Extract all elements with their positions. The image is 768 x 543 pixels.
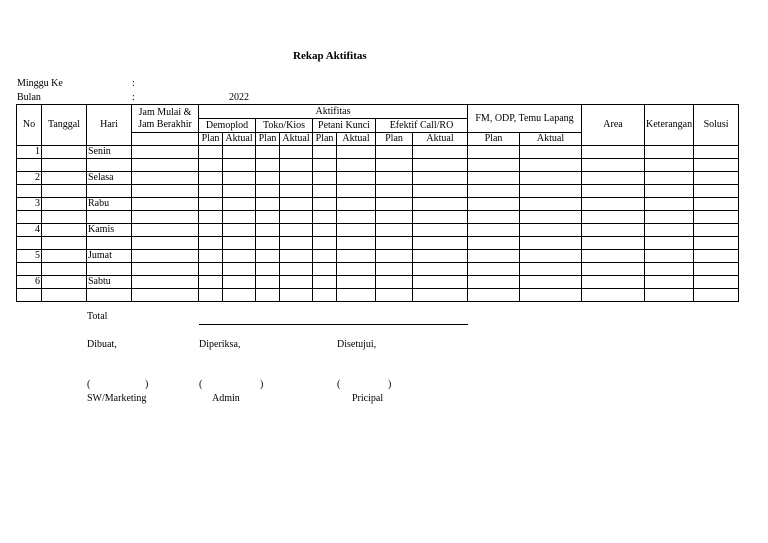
table-cell [520, 172, 582, 185]
table-cell [376, 289, 413, 302]
table-cell [280, 198, 313, 211]
header-aktual: Aktual [337, 133, 376, 146]
header-fm: FM, ODP, Temu Lapang [468, 105, 582, 133]
header-plan: Plan [256, 133, 280, 146]
table-cell [199, 211, 223, 224]
table-row [17, 159, 739, 172]
table-cell [223, 250, 256, 263]
table-row [17, 211, 739, 224]
table-row [17, 198, 739, 211]
table-cell [413, 146, 468, 159]
table-cell [376, 237, 413, 250]
table-cell [256, 224, 280, 237]
table-cell [256, 198, 280, 211]
table-cell [313, 198, 337, 211]
table-cell [582, 237, 645, 250]
table-cell [17, 263, 42, 276]
table-cell [694, 146, 739, 159]
table-cell [376, 159, 413, 172]
table-cell [199, 185, 223, 198]
table-cell [520, 159, 582, 172]
table-cell [223, 172, 256, 185]
table-cell [280, 289, 313, 302]
table-cell [694, 237, 739, 250]
table-cell [87, 237, 132, 250]
table-cell [223, 263, 256, 276]
table-row [17, 146, 739, 159]
header-toko: Toko/Kios [256, 119, 313, 133]
sign-close-paren: ) [388, 379, 392, 390]
table-cell [256, 159, 280, 172]
table-cell [42, 224, 87, 237]
day-name: Senin [87, 146, 132, 159]
table-cell [132, 185, 199, 198]
table-cell [582, 172, 645, 185]
table-cell [280, 211, 313, 224]
table-cell [468, 224, 520, 237]
table-cell [313, 289, 337, 302]
table-cell [17, 211, 42, 224]
table-cell [413, 237, 468, 250]
table-cell [413, 211, 468, 224]
table-cell [468, 276, 520, 289]
table-cell [199, 289, 223, 302]
table-cell [582, 211, 645, 224]
table-cell [223, 237, 256, 250]
table-cell [256, 276, 280, 289]
table-cell [87, 159, 132, 172]
table-row [17, 185, 739, 198]
table-cell [520, 185, 582, 198]
table-row [17, 224, 739, 237]
table-cell [520, 198, 582, 211]
table-cell [199, 263, 223, 276]
header-petani: Petani Kunci [313, 119, 376, 133]
header-jam-empty [132, 133, 199, 146]
table-cell [376, 250, 413, 263]
total-label: Total [87, 311, 108, 322]
table-cell [468, 263, 520, 276]
table-cell [337, 224, 376, 237]
table-cell [223, 159, 256, 172]
table-cell [468, 146, 520, 159]
table-cell [645, 198, 694, 211]
table-cell [468, 289, 520, 302]
table-cell [313, 224, 337, 237]
table-cell [42, 276, 87, 289]
table-cell [645, 237, 694, 250]
table-cell [468, 159, 520, 172]
table-cell [313, 146, 337, 159]
table-cell [313, 211, 337, 224]
table-cell [520, 250, 582, 263]
table-cell [223, 198, 256, 211]
day-name: Rabu [87, 198, 132, 211]
sign-close-paren: ) [145, 379, 149, 390]
table-cell [280, 250, 313, 263]
year-value: 2022 [229, 92, 249, 103]
table-cell [313, 159, 337, 172]
table-cell [645, 289, 694, 302]
header-no: No [17, 105, 42, 146]
table-cell [42, 289, 87, 302]
table-cell [199, 224, 223, 237]
table-cell [313, 276, 337, 289]
table-cell [337, 289, 376, 302]
table-cell [42, 198, 87, 211]
header-hari: Hari [87, 105, 132, 146]
table-row [17, 172, 739, 185]
table-cell [280, 146, 313, 159]
table-cell [199, 198, 223, 211]
table-cell [17, 159, 42, 172]
table-cell [694, 211, 739, 224]
table-cell [337, 185, 376, 198]
table-cell [337, 146, 376, 159]
table-cell [42, 159, 87, 172]
table-cell [582, 198, 645, 211]
table-cell [376, 198, 413, 211]
table-cell [87, 263, 132, 276]
table-cell [280, 159, 313, 172]
table-cell [223, 211, 256, 224]
table-cell [132, 159, 199, 172]
day-number: 6 [17, 276, 42, 289]
table-cell [413, 289, 468, 302]
table-cell [376, 224, 413, 237]
table-cell [413, 276, 468, 289]
table-cell [199, 250, 223, 263]
table-cell [645, 159, 694, 172]
table-cell [468, 211, 520, 224]
table-cell [256, 172, 280, 185]
header-aktual: Aktual [223, 133, 256, 146]
header-tanggal: Tanggal [42, 105, 87, 146]
table-row [17, 289, 739, 302]
table-cell [645, 172, 694, 185]
day-number: 2 [17, 172, 42, 185]
table-cell [42, 211, 87, 224]
bulan-label: Bulan [17, 92, 41, 103]
table-cell [520, 211, 582, 224]
table-cell [223, 289, 256, 302]
table-cell [337, 237, 376, 250]
table-cell [199, 159, 223, 172]
table-cell [337, 159, 376, 172]
table-cell [468, 198, 520, 211]
table-cell [199, 276, 223, 289]
table-cell [42, 237, 87, 250]
table-cell [132, 289, 199, 302]
table-cell [42, 172, 87, 185]
table-cell [582, 263, 645, 276]
header-aktual: Aktual [520, 133, 582, 146]
table-cell [256, 289, 280, 302]
table-cell [132, 146, 199, 159]
table-cell [376, 185, 413, 198]
table-cell [376, 263, 413, 276]
table-cell [199, 237, 223, 250]
table-cell [132, 172, 199, 185]
table-cell [582, 146, 645, 159]
table-cell [468, 250, 520, 263]
table-cell [645, 211, 694, 224]
dibuat-label: Dibuat, [87, 339, 117, 350]
day-name: Sabtu [87, 276, 132, 289]
bulan-colon: : [132, 92, 135, 103]
table-cell [694, 224, 739, 237]
table-cell [376, 211, 413, 224]
table-cell [413, 198, 468, 211]
header-demoplod: Demoplod [199, 119, 256, 133]
table-cell [223, 224, 256, 237]
table-cell [376, 276, 413, 289]
role-sw-marketing: SW/Marketing [87, 393, 147, 404]
table-cell [582, 185, 645, 198]
table-cell [582, 289, 645, 302]
table-cell [468, 172, 520, 185]
table-cell [42, 185, 87, 198]
header-plan: Plan [376, 133, 413, 146]
table-cell [520, 237, 582, 250]
table-cell [413, 159, 468, 172]
table-cell [337, 172, 376, 185]
table-cell [132, 211, 199, 224]
header-plan: Plan [313, 133, 337, 146]
table-cell [199, 172, 223, 185]
day-name: Kamis [87, 224, 132, 237]
table-cell [42, 250, 87, 263]
table-cell [256, 211, 280, 224]
table-cell [280, 237, 313, 250]
role-principal: Pricipal [352, 393, 384, 404]
table-cell [256, 146, 280, 159]
table-cell [645, 250, 694, 263]
header-jam-line2: Jam Berakhir [138, 118, 192, 130]
header-jam-line1: Jam Mulai & [138, 106, 192, 118]
header-aktual: Aktual [413, 133, 468, 146]
table-cell [313, 172, 337, 185]
table-cell [313, 250, 337, 263]
table-cell [582, 250, 645, 263]
table-cell [17, 289, 42, 302]
table-cell [413, 172, 468, 185]
table-cell [582, 276, 645, 289]
day-number: 4 [17, 224, 42, 237]
table-cell [223, 276, 256, 289]
table-cell [645, 276, 694, 289]
table-cell [280, 224, 313, 237]
day-number: 1 [17, 146, 42, 159]
header-aktifitas: Aktifitas [199, 105, 468, 119]
day-name: Jumat [87, 250, 132, 263]
table-cell [694, 289, 739, 302]
table-cell [256, 250, 280, 263]
table-cell [223, 146, 256, 159]
table-cell [337, 211, 376, 224]
table-cell [582, 224, 645, 237]
header-jam [132, 105, 199, 133]
table-cell [256, 237, 280, 250]
table-cell [42, 146, 87, 159]
table-cell [694, 185, 739, 198]
sign-open-paren: ( [87, 379, 91, 390]
header-plan: Plan [468, 133, 520, 146]
table-cell [468, 237, 520, 250]
table-cell [376, 172, 413, 185]
table-cell [694, 263, 739, 276]
day-number: 5 [17, 250, 42, 263]
table-cell [582, 159, 645, 172]
table-row [17, 250, 739, 263]
table-cell [132, 250, 199, 263]
table-cell [337, 250, 376, 263]
table-cell [132, 224, 199, 237]
table-cell [468, 185, 520, 198]
table-cell [17, 237, 42, 250]
table-cell [520, 276, 582, 289]
table-row [17, 276, 739, 289]
table-cell [256, 263, 280, 276]
minggu-label: Minggu Ke [17, 78, 63, 89]
table-cell [132, 237, 199, 250]
header-aktual: Aktual [280, 133, 313, 146]
disetujui-label: Disetujui, [337, 339, 377, 350]
table-cell [694, 172, 739, 185]
table-cell [413, 250, 468, 263]
role-admin: Admin [212, 393, 240, 404]
table-cell [694, 159, 739, 172]
table-cell [694, 250, 739, 263]
table-cell [337, 263, 376, 276]
table-cell [520, 263, 582, 276]
sign-open-paren: ( [199, 379, 203, 390]
diperiksa-label: Diperiksa, [199, 339, 241, 350]
sign-open-paren: ( [337, 379, 341, 390]
day-name: Selasa [87, 172, 132, 185]
total-underline [199, 324, 468, 325]
document-title: Rekap Aktifitas [293, 50, 367, 62]
activity-table [16, 104, 739, 302]
sign-close-paren: ) [260, 379, 264, 390]
table-cell [87, 185, 132, 198]
table-cell [199, 146, 223, 159]
header-keterangan: Keterangan [645, 105, 694, 146]
table-cell [223, 185, 256, 198]
table-cell [42, 263, 87, 276]
table-cell [645, 146, 694, 159]
table-cell [87, 211, 132, 224]
table-cell [694, 198, 739, 211]
table-cell [87, 289, 132, 302]
table-cell [520, 289, 582, 302]
table-cell [376, 146, 413, 159]
table-cell [256, 185, 280, 198]
day-number: 3 [17, 198, 42, 211]
header-plan: Plan [199, 133, 223, 146]
table-cell [132, 198, 199, 211]
table-cell [520, 146, 582, 159]
table-cell [645, 185, 694, 198]
minggu-colon: : [132, 78, 135, 89]
table-cell [520, 224, 582, 237]
table-cell [337, 198, 376, 211]
table-cell [413, 224, 468, 237]
table-cell [645, 263, 694, 276]
table-row [17, 263, 739, 276]
table-cell [413, 263, 468, 276]
table-cell [313, 237, 337, 250]
table-cell [280, 172, 313, 185]
table-cell [17, 185, 42, 198]
table-cell [413, 185, 468, 198]
table-cell [313, 263, 337, 276]
header-area: Area [582, 105, 645, 146]
table-row [17, 237, 739, 250]
table-cell [694, 276, 739, 289]
header-efektif: Efektif Call/RO [376, 119, 468, 133]
header-solusi: Solusi [694, 105, 739, 146]
table-cell [132, 263, 199, 276]
table-cell [280, 185, 313, 198]
table-cell [280, 276, 313, 289]
table-cell [132, 276, 199, 289]
table-cell [313, 185, 337, 198]
table-cell [337, 276, 376, 289]
table-cell [645, 224, 694, 237]
table-cell [280, 263, 313, 276]
